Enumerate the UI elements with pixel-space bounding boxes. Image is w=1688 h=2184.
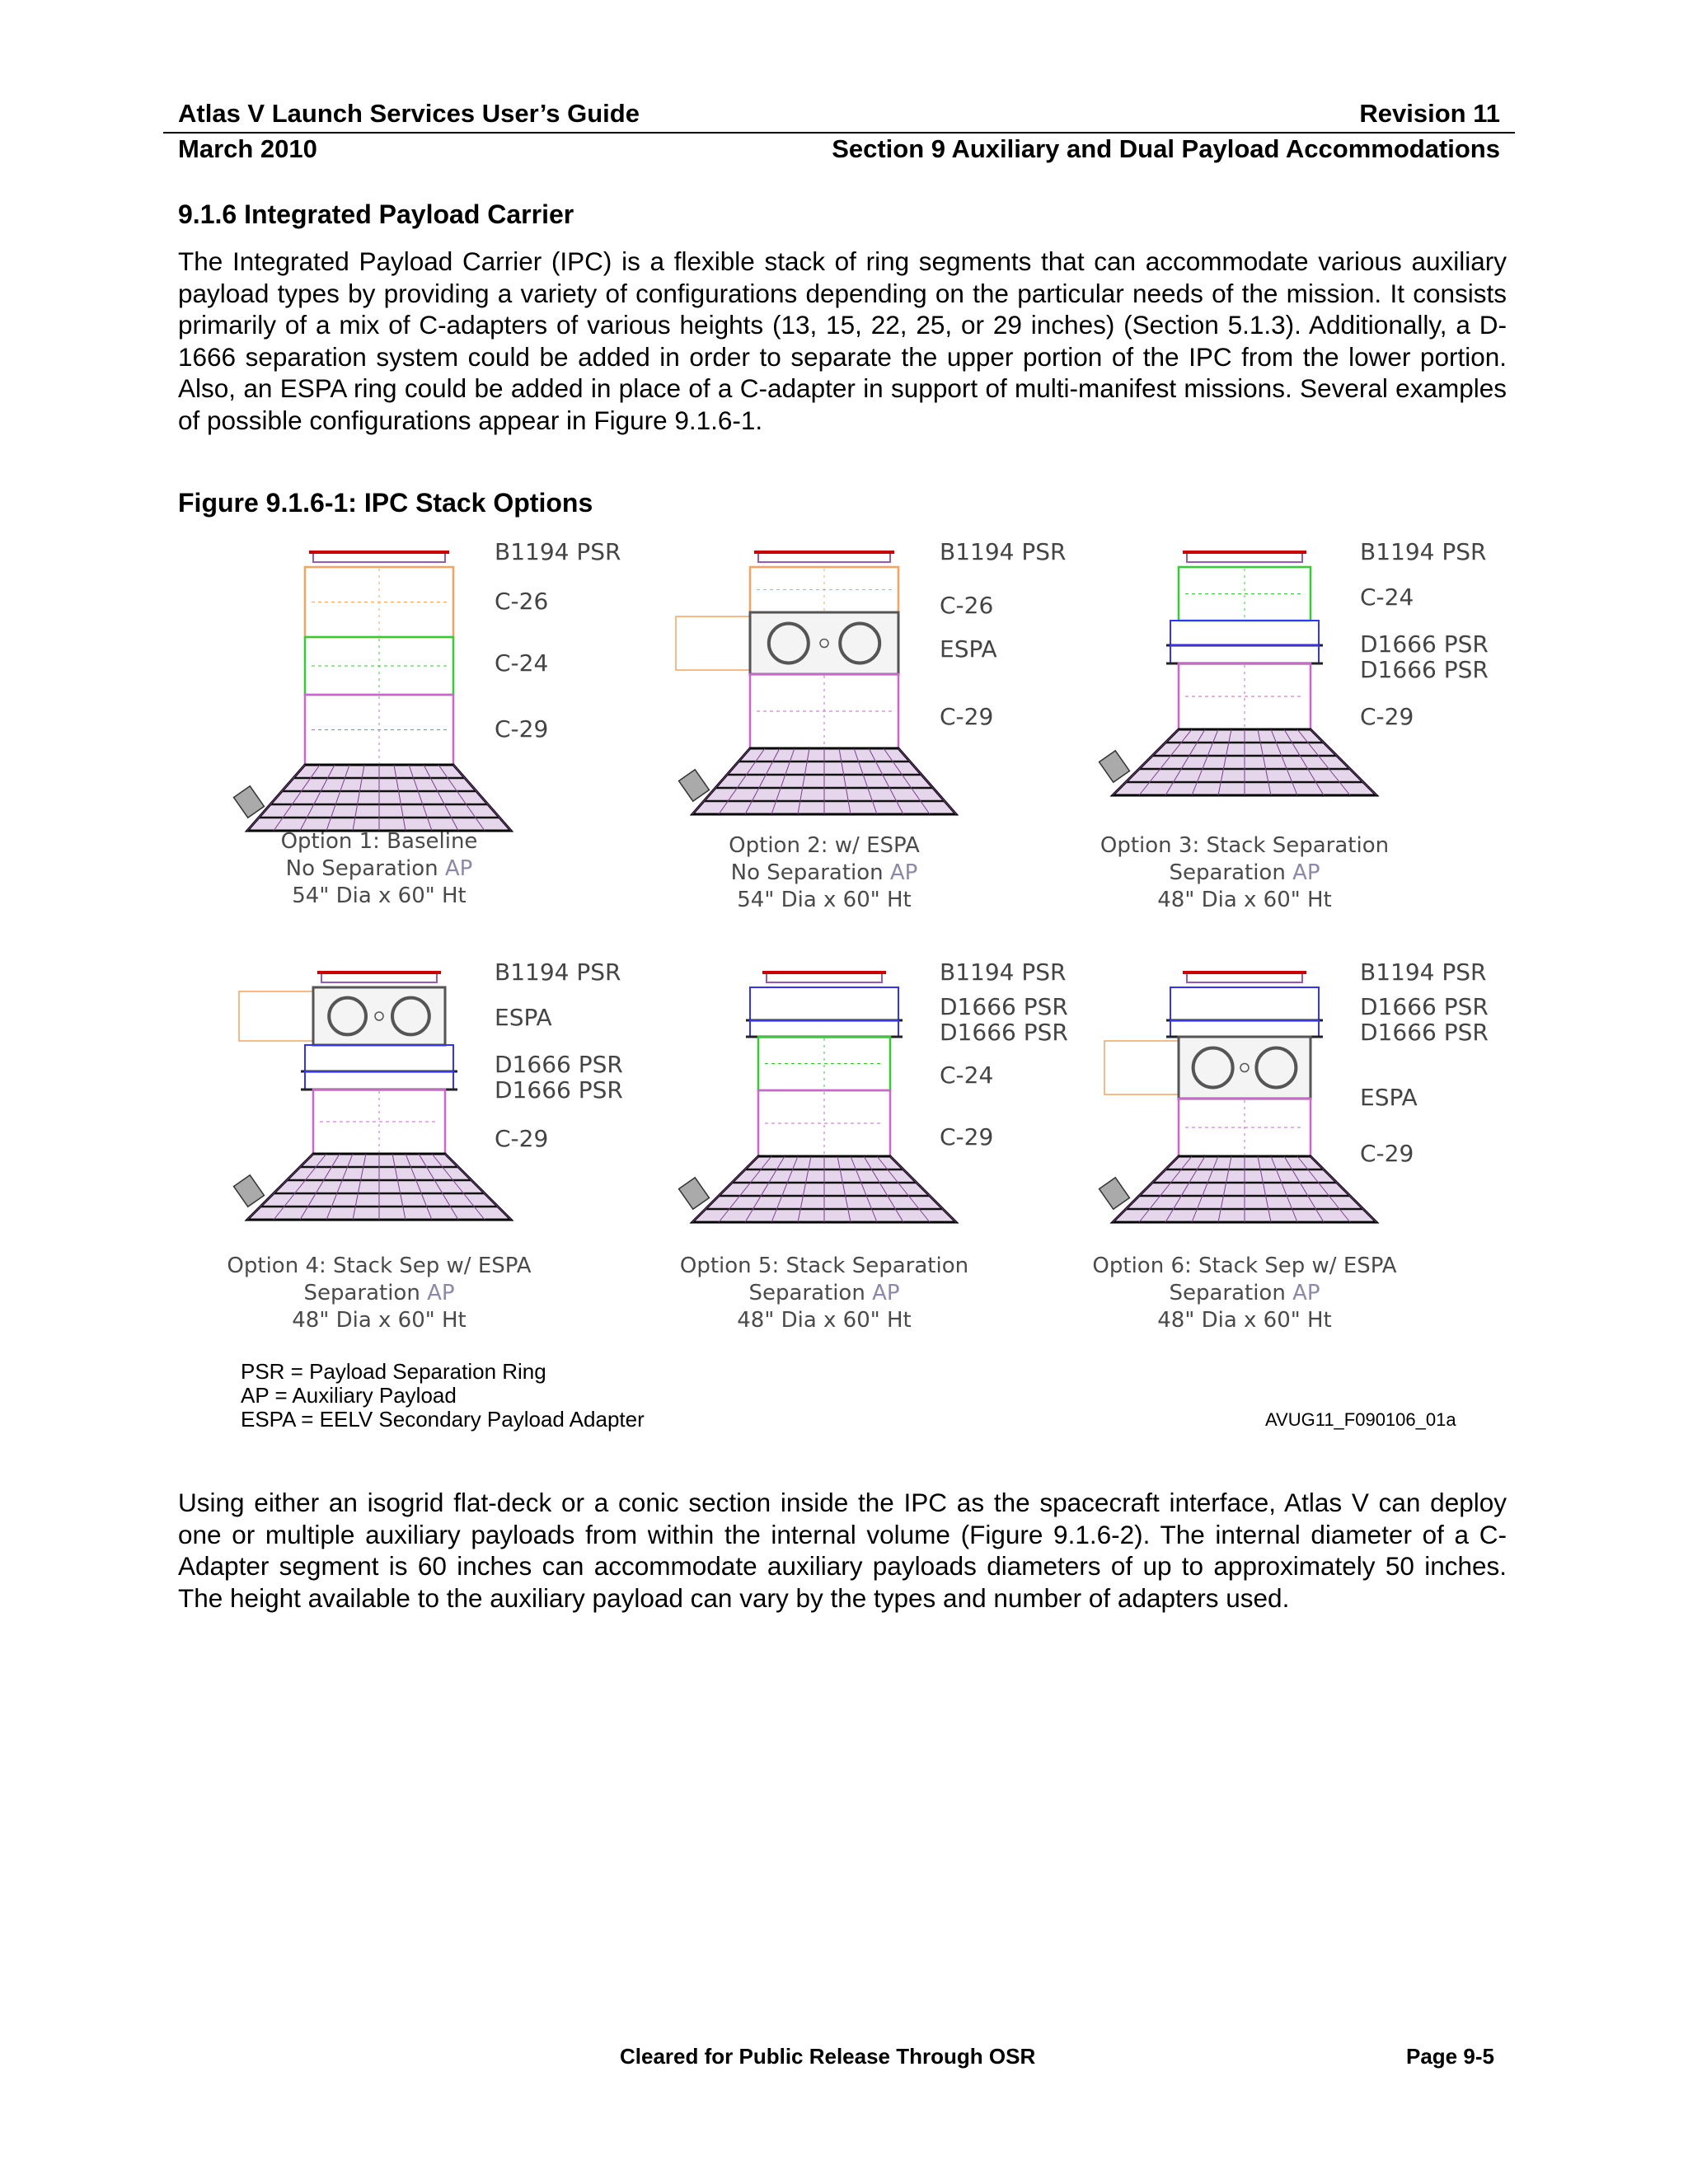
- option-dimensions-2: 54" Dia x 60" Ht: [737, 888, 912, 912]
- option-caption-4: [223, 1253, 536, 1334]
- ap-marker-6: AP: [1292, 1281, 1320, 1305]
- option-dimensions-1: 54" Dia x 60" Ht: [292, 883, 467, 908]
- d1666-ring-2-2: [1170, 621, 1319, 645]
- d1666-ring-4-2: [750, 1020, 898, 1037]
- segment-label-5-4: C-24: [940, 1062, 994, 1089]
- section-label: Section 9 Auxiliary and Dual Payload Accommodations: [832, 134, 1500, 163]
- segment-label-4-3: D1666 PSR: [495, 1051, 623, 1078]
- base-bracket-2: [1100, 751, 1130, 782]
- ipc-stack-figure: [214, 536, 1489, 1442]
- base-bracket-0: [234, 786, 265, 818]
- option-separation-6: Separation AP: [1169, 1281, 1320, 1305]
- segment-label-2-3: ESPA: [940, 635, 997, 663]
- espa-payload-box-3: [239, 991, 313, 1041]
- legend-psr: PSR = Payload Separation Ring: [241, 1359, 546, 1384]
- option-separation-2: No Separation AP: [730, 860, 918, 885]
- d1666-ring-5-2: [1170, 1020, 1319, 1037]
- segment-label-3-3: D1666 PSR: [1360, 630, 1489, 658]
- figure-legend: [241, 1360, 645, 1432]
- segment-label-2-1: B1194 PSR: [940, 538, 1067, 565]
- ap-marker-3: AP: [1292, 860, 1320, 885]
- figure-title: Figure 9.1.6-1: IPC Stack Options: [178, 488, 593, 518]
- release-footer: Cleared for Public Release Through OSR: [620, 2044, 1036, 2069]
- ap-marker-4: AP: [427, 1281, 455, 1305]
- option-caption-5: [668, 1253, 981, 1334]
- option-title-6: Option 6: Stack Sep w/ ESPA: [1092, 1254, 1397, 1278]
- option-caption-2: [668, 832, 981, 914]
- document-title: Atlas V Launch Services User’s Guide: [178, 99, 640, 128]
- segment-label-3-4: D1666 PSR: [1360, 656, 1489, 683]
- option-caption-3: [1088, 832, 1401, 914]
- page-number: Page 9-5: [1406, 2044, 1494, 2069]
- segment-label-1-2: C-26: [495, 588, 549, 615]
- d1666-ring-3-3: [305, 1071, 453, 1090]
- option-separation-5: Separation AP: [748, 1281, 900, 1305]
- option-dimensions-4: 48" Dia x 60" Ht: [292, 1308, 467, 1333]
- option-separation-4: Separation AP: [303, 1281, 455, 1305]
- option-caption-6: [1088, 1253, 1401, 1334]
- d1666-ring-5-1: [1170, 987, 1319, 1020]
- segment-label-6-4: ESPA: [1360, 1084, 1418, 1111]
- segment-label-4-2: ESPA: [495, 1004, 552, 1031]
- revision-label: Revision 11: [1359, 99, 1500, 128]
- segment-label-1-1: B1194 PSR: [495, 538, 621, 565]
- base-bracket-1: [679, 770, 710, 801]
- option-dimensions-6: 48" Dia x 60" Ht: [1157, 1308, 1332, 1333]
- segment-label-5-1: B1194 PSR: [940, 958, 1067, 986]
- legend-espa: ESPA = EELV Secondary Payload Adapter: [241, 1407, 645, 1432]
- option-title-3: Option 3: Stack Separation: [1100, 833, 1390, 858]
- segment-label-3-2: C-24: [1360, 583, 1414, 611]
- segment-label-5-3: D1666 PSR: [940, 1019, 1068, 1046]
- option-dimensions-3: 48" Dia x 60" Ht: [1157, 888, 1332, 912]
- segment-label-3-5: C-29: [1360, 703, 1414, 730]
- option-dimensions-5: 48" Dia x 60" Ht: [737, 1308, 912, 1333]
- ap-marker-1: AP: [444, 856, 473, 881]
- option-caption-1: [223, 828, 536, 910]
- figure-id: AVUG11_F090106_01a: [1265, 1409, 1456, 1430]
- d1666-ring-3-2: [305, 1045, 453, 1071]
- body-paragraph-2: Using either an isogrid flat-deck or a conic section inside the IPC as the spacecraft interface, Atlas V can deploy one or multiple auxiliary payloads from within the internal volume (Figure 9.1.6-2). The internal diameter of a C-Adapter segment is 60 inches can accommodate auxiliary payloads diameters of up to approximately 50 inches. The height available to the auxiliary payload can vary by the types and number of adapters used.: [178, 1488, 1507, 1613]
- base-bracket-5: [1100, 1178, 1130, 1209]
- base-bracket-3: [234, 1175, 265, 1207]
- espa-ring-5: [1179, 1037, 1311, 1099]
- espa-ring-1: [750, 612, 898, 674]
- d1666-ring-2-3: [1170, 645, 1319, 663]
- legend-ap: AP = Auxiliary Payload: [241, 1383, 457, 1408]
- body-paragraph-1: The Integrated Payload Carrier (IPC) is a flexible stack of ring segments that can accommodate various auxiliary payload types by providing a variety of configurations depending on the particular needs of the mission. It consists primarily of a mix of C-adapters of various heights (13, 15, 22, 25, or 29 inches) (Section 5.1.3). Additionally, a D-1666 separation system could be added in order to separate the upper portion of the IPC from the lower portion. Also, an ESPA ring could be added in place of a C-adapter in support of multi-manifest missions. Several examples of possible configurations appear in Figure 9.1.6-1.: [178, 246, 1507, 435]
- d1666-ring-4-1: [750, 987, 898, 1020]
- segment-label-6-1: B1194 PSR: [1360, 958, 1487, 986]
- segment-label-6-5: C-29: [1360, 1140, 1414, 1167]
- espa-payload-box-5: [1104, 1041, 1179, 1094]
- segment-label-3-1: B1194 PSR: [1360, 538, 1487, 565]
- segment-label-5-2: D1666 PSR: [940, 993, 1068, 1020]
- header-row-2: [178, 134, 1510, 167]
- segment-label-2-4: C-29: [940, 703, 994, 730]
- base-bracket-4: [679, 1178, 710, 1209]
- segment-label-1-3: C-24: [495, 649, 549, 677]
- segment-label-5-5: C-29: [940, 1123, 994, 1151]
- segment-label-4-5: C-29: [495, 1125, 549, 1152]
- section-heading: 9.1.6 Integrated Payload Carrier: [178, 199, 574, 229]
- option-title-4: Option 4: Stack Sep w/ ESPA: [227, 1254, 532, 1278]
- ap-marker-5: AP: [872, 1281, 900, 1305]
- espa-payload-box-1: [676, 616, 750, 670]
- segment-label-1-4: C-29: [495, 715, 549, 743]
- option-separation-1: No Separation AP: [285, 856, 473, 881]
- segment-label-2-2: C-26: [940, 592, 994, 619]
- option-separation-3: Separation AP: [1169, 860, 1320, 885]
- segment-label-4-4: D1666 PSR: [495, 1076, 623, 1104]
- option-title-1: Option 1: Baseline: [280, 829, 478, 854]
- espa-ring-3: [313, 987, 445, 1045]
- document-date: March 2010: [178, 134, 317, 163]
- segment-label-6-2: D1666 PSR: [1360, 993, 1489, 1020]
- segment-label-6-3: D1666 PSR: [1360, 1019, 1489, 1046]
- option-title-5: Option 5: Stack Separation: [679, 1254, 969, 1278]
- segment-label-4-1: B1194 PSR: [495, 958, 621, 986]
- header-row-1: [178, 99, 1510, 132]
- option-title-2: Option 2: w/ ESPA: [729, 833, 920, 858]
- ap-marker-2: AP: [889, 860, 918, 885]
- header-divider: [163, 132, 1515, 134]
